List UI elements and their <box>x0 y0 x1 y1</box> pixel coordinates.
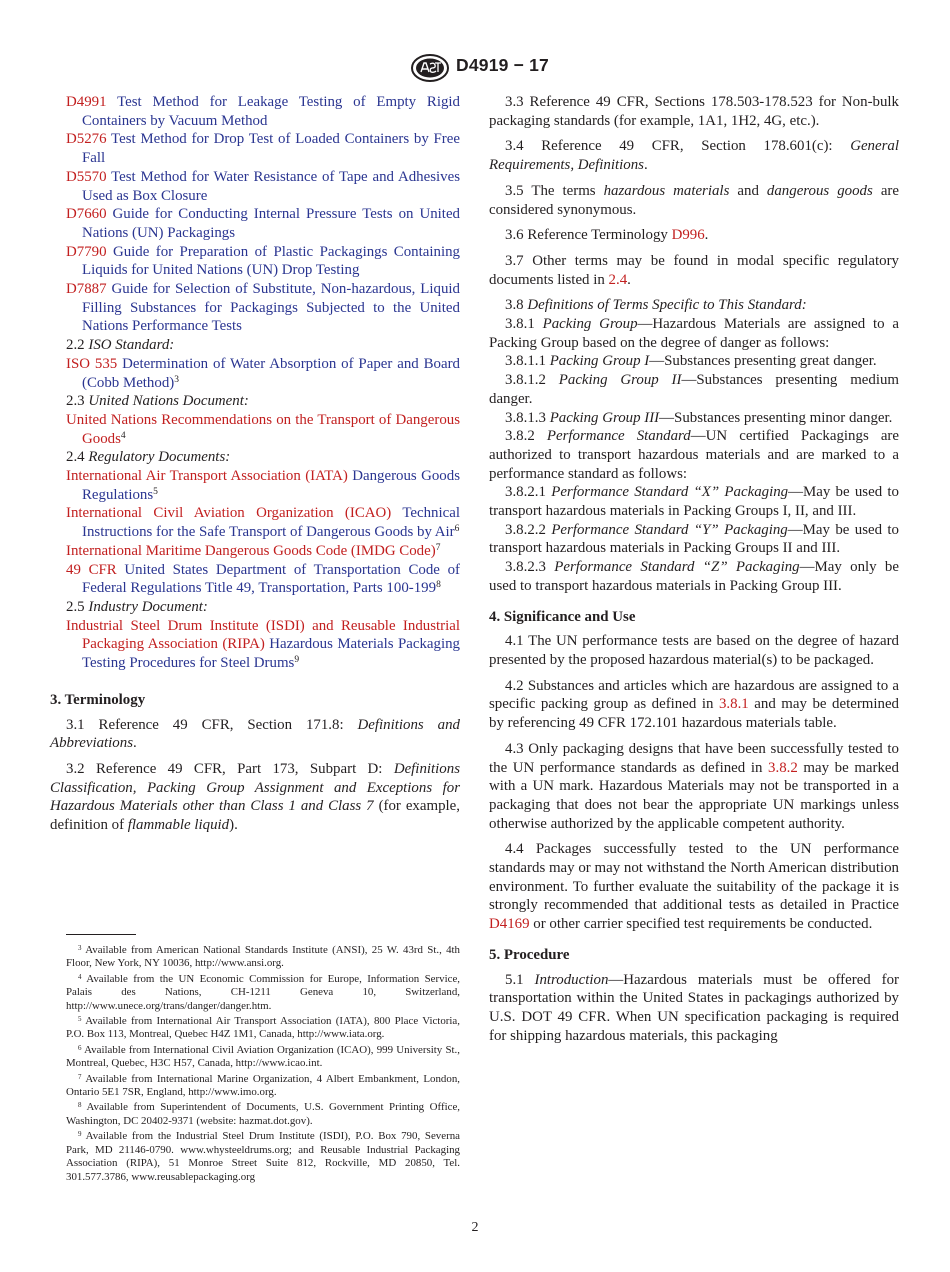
paragraph-3-7: 3.7 Other terms may be found in modal specific regulatory documents listed in 2.4. <box>489 252 899 288</box>
reference-entry <box>66 93 460 130</box>
reference-title[interactable]: Determination of Water Absorption of Paper and Board (Cobb Method) <box>82 355 460 391</box>
footnote: $^8$ Available from Superintendent of Documents, U.S. Government Printing Office, Washington, DC 20402-9371 (website: hazmat.dot.gov). <box>66 1101 460 1127</box>
reference-title[interactable]: United States Department of Transportation Code of Federal Regulations Title 49, Transportation, Parts 100-199 <box>82 561 460 597</box>
page-number: 2 <box>471 1220 479 1235</box>
paragraph-3-4: 3.4 Reference 49 CFR, Section 178.601(c): General Requirements, Definitions. <box>489 138 899 174</box>
reference-title[interactable]: Guide for Selection of Substitute, Non-hazardous, Liquid Filling Substances for Packagings Subjected to the United Nations Performance Tests <box>82 281 460 335</box>
footnote-marker: 5 <box>153 486 158 497</box>
subsection-number: 2.5 <box>66 598 85 615</box>
reference-title[interactable]: Hazardous Materials Packaging Testing Procedures for Steel Drums <box>82 636 460 672</box>
footnote-marker: 3 <box>174 374 179 385</box>
paragraph-3-6: 3.6 Reference Terminology D996. <box>505 227 709 244</box>
reference-code[interactable]: D5276 <box>66 131 107 148</box>
footnote: $^5$ Available from International Air Transport Association (IATA), 800 Place Victoria, P.O. Box 113, Montreal, Quebec H4Z 1M1, Canada, http://www.iata.org. <box>66 1015 460 1041</box>
paragraph-3-8-1-2: 3.8.1.2 Packing Group II—Substances presenting medium danger. <box>489 372 899 407</box>
subsection-number: 2.3 <box>66 393 85 410</box>
paragraph-4-3: 4.3 Only packaging designs that have been successfully tested to the UN performance standards as defined in 3.8.2 may be marked with a UN mark. Hazardous Materials may not be transported in a packaging that does not bear the appropriate UN markings unless otherwise authorized by the applicable competent authority. <box>489 740 899 832</box>
right-column <box>489 93 899 1045</box>
reference-entry <box>66 542 460 561</box>
reference-title[interactable]: Technical Instructions for the Safe Transport of Dangerous Goods by Air <box>82 505 460 541</box>
page-header <box>0 54 950 84</box>
paragraph-3-1: 3.1 Reference 49 CFR, Section 171.8: Definitions and Abbreviations. <box>50 716 460 752</box>
terminology-link[interactable]: D996 <box>671 227 705 244</box>
reference-code[interactable]: D7887 <box>66 281 107 298</box>
footnote: $^7$ Available from International Marine Organization, 4 Albert Embankment, London, Ontario 5E1 7SR, England, http://www.imo.org. <box>66 1072 460 1099</box>
footnote-divider <box>66 934 136 935</box>
subsection-title: Industry Document: <box>88 598 208 615</box>
paragraph-3-8-2-2: 3.8.2.2 Performance Standard “Y” Packaging—May be used to transport hazardous materials in Packing Groups II and III. <box>489 521 899 557</box>
reference-organization[interactable]: International Air Transport Association (IATA) <box>66 468 348 485</box>
reference-title[interactable]: Test Method for Leakage Testing of Empty Rigid Containers by Vacuum Method <box>82 94 460 129</box>
subsection-title: ISO Standard: <box>88 337 175 354</box>
reference-entry <box>66 561 460 598</box>
section-heading: 3. Terminology <box>50 691 146 708</box>
section-link[interactable]: 2.4 <box>608 271 628 288</box>
subsection-heading <box>66 448 460 467</box>
reference-code[interactable]: D7790 <box>66 243 107 260</box>
paragraph-3-8-1-3: 3.8.1.3 Packing Group III—Substances presenting minor danger. <box>505 409 893 426</box>
paragraph-3-8-2-1: 3.8.2.1 Performance Standard “X” Packaging—May be used to transport hazardous materials in Packing Groups I, II, and III. <box>489 484 899 520</box>
subsection-heading <box>66 598 460 617</box>
reference-code[interactable]: D7660 <box>66 206 107 223</box>
footnote-marker: 9 <box>294 655 300 666</box>
subsection-title: United Nations Document: <box>88 393 249 410</box>
reference-code[interactable]: D5570 <box>66 168 107 185</box>
reference-entry <box>66 130 460 167</box>
practice-link[interactable]: D4169 <box>489 916 530 933</box>
paragraph-3-8-1: 3.8.1 Packing Group—Hazardous Materials are assigned to a Packing Group based on the degree of danger as follows: <box>489 316 900 351</box>
document-id: D4919 − 17 <box>456 55 549 75</box>
paragraph-3-5: 3.5 The terms hazardous materials and dangerous goods are considered synonymous. <box>489 182 900 218</box>
subsection-number: 2.4 <box>66 449 85 466</box>
section-link[interactable]: 3.8.1 <box>718 696 749 713</box>
footnote-marker: 8 <box>436 580 441 591</box>
paragraph-3-8: 3.8 Definitions of Terms Specific to This Standard: <box>505 297 807 314</box>
reference-title[interactable]: Test Method for Water Resistance of Tape and Adhesives Used as Box Closure <box>82 168 460 204</box>
section-heading: 5. Procedure <box>489 946 570 963</box>
reference-code[interactable]: D4991 <box>66 94 107 110</box>
reference-organization[interactable]: International Civil Aviation Organization (ICAO) <box>66 505 392 522</box>
paragraph-4-2: 4.2 Substances and articles which are hazardous are assigned to a specific packing group as defined in 3.8.1 and may be determined by referencing 49 CFR 172.101 hazardous materials table. <box>489 677 899 732</box>
paragraph-5-1: 5.1 Introduction—Hazardous materials must be offered for transportation within the United States in packagings authorized by U.S. DOT 49 CFR. When UN specification packaging is required for shipping hazardous materials, this packaging <box>489 971 899 1044</box>
footnotes <box>66 944 460 1186</box>
reference-entry <box>66 280 460 336</box>
reference-entry <box>66 243 460 280</box>
paragraph-3-2: 3.2 Reference 49 CFR, Part 173, Subpart D: Definitions Classification, Packing Group Assignment and Exceptions for Hazardous Materials other than Class 1 and Class 7 (for example, definition of flammable liquid). <box>50 760 460 834</box>
reference-title[interactable]: Guide for Conducting Internal Pressure Tests on United Nations (UN) Packagings <box>82 206 460 241</box>
subsection-heading <box>66 392 460 411</box>
subsection-number: 2.2 <box>66 337 85 354</box>
section-link[interactable]: 3.8.2 <box>768 759 798 776</box>
footnote: $^3$ Available from American National Standards Institute (ANSI), 25 W. 43rd St., 4th Floor, New York, NY 10036, http://www.ansi.org. <box>66 944 460 970</box>
reference-title[interactable]: Guide for Preparation of Plastic Packagings Containing Liquids for United Nations (UN) Drop Testing <box>82 243 460 279</box>
reference-entry <box>66 504 460 541</box>
reference-organization[interactable]: Industrial Steel Drum Institute (ISDI) and Reusable Industrial Packaging Association (RIPA) <box>66 617 460 653</box>
reference-entry <box>66 168 460 205</box>
reference-title[interactable]: Dangerous Goods Regulations <box>82 468 460 503</box>
astm-logo-icon <box>410 54 450 82</box>
paragraph-3-8-2-3: 3.8.2.3 Performance Standard “Z” Packaging—May only be used to transport hazardous materials in Packing Group III. <box>489 559 899 594</box>
footnote-marker: 6 <box>454 524 460 535</box>
paragraph-3-8-1-1: 3.8.1.1 Packing Group I—Substances presenting great danger. <box>505 353 877 370</box>
footnote-marker: 7 <box>435 542 441 553</box>
footnote: $^9$ Available from the Industrial Steel Drum Institute (ISDI), P.O. Box 790, Severna Park, MD 21146-0790. www.whysteeldrums.org; and Reusable Industrial Packaging Association (RIPA), 51 Monroe Street Suite 812, Rockville, MD 20850, Tel. 301.577.3786, www.reusablepackaging.org <box>66 1130 460 1183</box>
subsection-title: Regulatory Documents: <box>88 449 231 466</box>
reference-code[interactable]: 49 CFR <box>66 561 117 578</box>
footnote-marker: 4 <box>120 430 126 441</box>
footnote: $^4$ Available from the UN Economic Commission for Europe, Information Service, Palais des Nations, CH-1211 Geneva 10, Switzerland, http://www.unece.org/trans/danger/danger.htm. <box>66 972 460 1012</box>
left-column <box>50 93 460 835</box>
footnote: $^6$ Available from International Civil Aviation Organization (ICAO), 999 University St., Montreal, Quebec, H3C H57, Canada, http://www.icao.int. <box>66 1043 461 1070</box>
reference-entry <box>66 617 460 673</box>
reference-organization[interactable]: International Maritime Dangerous Goods Code (IMDG Code) <box>66 542 436 559</box>
reference-entry <box>66 205 460 242</box>
reference-entry <box>66 411 460 448</box>
reference-title[interactable]: Test Method for Drop Test of Loaded Containers by Free Fall <box>82 131 460 167</box>
un-document-link[interactable]: United Nations Recommendations on the Transport of Dangerous Goods <box>66 411 460 447</box>
subsection-heading <box>66 336 460 355</box>
reference-entry <box>66 467 460 504</box>
reference-entry <box>66 355 460 392</box>
paragraph-4-1: 4.1 The UN performance tests are based on the degree of hazard presented by the proposed hazardous material(s) to be packaged. <box>489 633 899 668</box>
reference-code[interactable]: ISO 535 <box>66 355 118 372</box>
paragraph-3-3: 3.3 Reference 49 CFR, Sections 178.503-178.523 for Non-bulk packaging standards (for example, 1A1, 1H2, 4G, etc.). <box>489 94 899 129</box>
section-heading: 4. Significance and Use <box>489 608 636 625</box>
paragraph-3-8-2: 3.8.2 Performance Standard—UN certified Packagings are authorized to transport hazardous materials and are marked to a performance standard as follows: <box>489 428 899 482</box>
paragraph-4-4: 4.4 Packages successfully tested to the UN performance standards may or may not withstand the North American distribution environment. To further evaluate the suitability of the package it is strongly recommended that additional tests as detailed in Practice D4169 or other carrier specified test requirements be conducted. <box>489 841 899 933</box>
